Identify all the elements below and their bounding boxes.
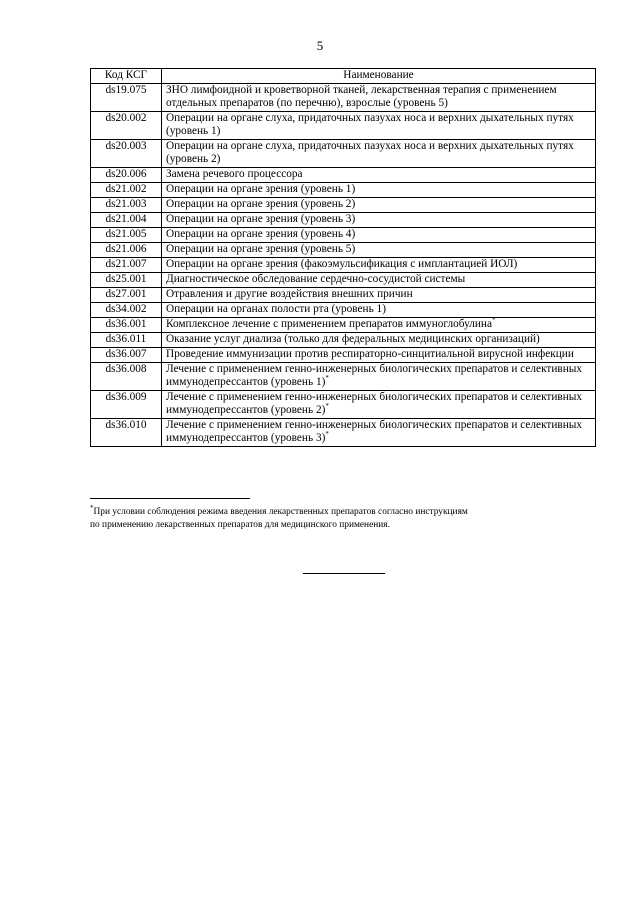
ksg-name-cell (162, 391, 596, 419)
ksg-name-text: ЗНО лимфоидной и кроветворной тканей, лекарственная терапия с применением отдельных препаратов (по перечню), взрослые (уровень 5) (166, 84, 557, 109)
ksg-name-cell (162, 303, 596, 318)
ksg-name-text: Проведение иммунизации против респираторно-синцитиальной вирусной инфекции (166, 348, 574, 360)
footnote-reference-mark: * (492, 316, 496, 325)
footnote-reference-mark: * (325, 402, 329, 411)
ksg-code-cell: ds21.004 (91, 213, 162, 228)
table-row (91, 348, 596, 363)
ksg-name-text: Замена речевого процессора (166, 168, 303, 180)
footnote-reference-mark: * (325, 374, 329, 383)
ksg-name-text: Лечение с применением генно-инженерных биологических препаратов и селективных иммунодепрессантов (уровень 2) (166, 391, 583, 416)
page-number: 5 (316, 38, 324, 53)
ksg-name-text: Операции на органе слуха, придаточных пазухах носа и верхних дыхательных путях (уровень 1) (166, 112, 574, 137)
ksg-code-cell: ds36.009 (91, 391, 162, 419)
table-row (91, 391, 596, 419)
ksg-name-cell (162, 84, 596, 112)
ksg-name-text: Диагностическое обследование сердечно-сосудистой системы (166, 273, 466, 285)
ksg-name-cell (162, 258, 596, 273)
table-header-row (91, 69, 596, 84)
ksg-code-cell: ds36.001 (91, 318, 162, 333)
ksg-table (90, 68, 596, 447)
table-row (91, 273, 596, 288)
ksg-name-text: Операции на органе зрения (уровень 4) (166, 228, 356, 240)
ksg-name-text: Операции на органе зрения (уровень 5) (166, 243, 356, 255)
table-row (91, 318, 596, 333)
end-of-document-rule (303, 573, 385, 574)
footnote (90, 503, 600, 532)
ksg-code-cell: ds36.008 (91, 363, 162, 391)
header-code: Код КСГ (91, 69, 162, 84)
ksg-name-cell (162, 273, 596, 288)
ksg-name-text: Операции на органе зрения (уровень 2) (166, 198, 356, 210)
ksg-name-cell (162, 243, 596, 258)
ksg-code-cell: ds34.002 (91, 303, 162, 318)
ksg-code-cell: ds21.006 (91, 243, 162, 258)
ksg-name-cell (162, 213, 596, 228)
table-row (91, 168, 596, 183)
ksg-name-cell (162, 168, 596, 183)
ksg-code-cell: ds20.003 (91, 140, 162, 168)
ksg-name-cell (162, 333, 596, 348)
table-row (91, 258, 596, 273)
ksg-name-text: Комплексное лечение с применением препаратов иммуноглобулина (166, 318, 492, 330)
ksg-code-cell: ds36.010 (91, 419, 162, 447)
ksg-name-text: Операции на органе зрения (факоэмульсификация с имплантацией ИОЛ) (166, 258, 518, 270)
ksg-name-cell (162, 198, 596, 213)
ksg-name-text: Оказание услуг диализа (только для федеральных медицинских организаций) (166, 333, 540, 345)
header-name: Наименование (162, 69, 596, 84)
ksg-name-cell (162, 363, 596, 391)
ksg-code-cell: ds20.002 (91, 112, 162, 140)
ksg-name-text: Операции на органе слуха, придаточных пазухах носа и верхних дыхательных путях (уровень 2) (166, 140, 574, 165)
ksg-code-cell: ds19.075 (91, 84, 162, 112)
table-row (91, 213, 596, 228)
ksg-name-cell (162, 348, 596, 363)
ksg-name-cell (162, 419, 596, 447)
table-row (91, 333, 596, 348)
footnote-reference-mark: * (325, 430, 329, 439)
table-row (91, 140, 596, 168)
table-row (91, 84, 596, 112)
footnote-mark: * (90, 503, 94, 512)
table-row (91, 198, 596, 213)
table-row (91, 112, 596, 140)
ksg-name-text: Лечение с применением генно-инженерных биологических препаратов и селективных иммунодепрессантов (уровень 1) (166, 363, 583, 388)
table-body (91, 84, 596, 447)
ksg-name-cell (162, 288, 596, 303)
ksg-name-cell (162, 183, 596, 198)
ksg-code-cell: ds36.011 (91, 333, 162, 348)
table-row (91, 243, 596, 258)
ksg-code-cell: ds21.002 (91, 183, 162, 198)
ksg-name-text: Отравления и другие воздействия внешних причин (166, 288, 413, 300)
ksg-code-cell: ds25.001 (91, 273, 162, 288)
ksg-name-text: Операции на органах полости рта (уровень 1) (166, 303, 386, 315)
table-row (91, 288, 596, 303)
ksg-code-cell: ds36.007 (91, 348, 162, 363)
ksg-name-text: Операции на органе зрения (уровень 1) (166, 183, 356, 195)
ksg-code-cell: ds21.003 (91, 198, 162, 213)
ksg-name-cell (162, 318, 596, 333)
footnote-line-2: по применению лекарственных препаратов для медицинского применения. (90, 520, 390, 530)
table-row (91, 419, 596, 447)
ksg-name-text: Операции на органе зрения (уровень 3) (166, 213, 356, 225)
ksg-name-cell (162, 228, 596, 243)
footnote-line-1 (90, 503, 600, 519)
ksg-code-cell: ds21.007 (91, 258, 162, 273)
footnote-separator (90, 498, 250, 499)
ksg-code-cell: ds27.001 (91, 288, 162, 303)
ksg-name-cell (162, 112, 596, 140)
table-row (91, 303, 596, 318)
footnote-text-1: При условии соблюдения режима введения лекарственных препаратов согласно инструкциям (93, 507, 468, 517)
ksg-name-text: Лечение с применением генно-инженерных биологических препаратов и селективных иммунодепрессантов (уровень 3) (166, 419, 583, 444)
ksg-code-cell: ds21.005 (91, 228, 162, 243)
table-row (91, 228, 596, 243)
table-row (91, 363, 596, 391)
table-row (91, 183, 596, 198)
ksg-code-cell: ds20.006 (91, 168, 162, 183)
ksg-name-cell (162, 140, 596, 168)
